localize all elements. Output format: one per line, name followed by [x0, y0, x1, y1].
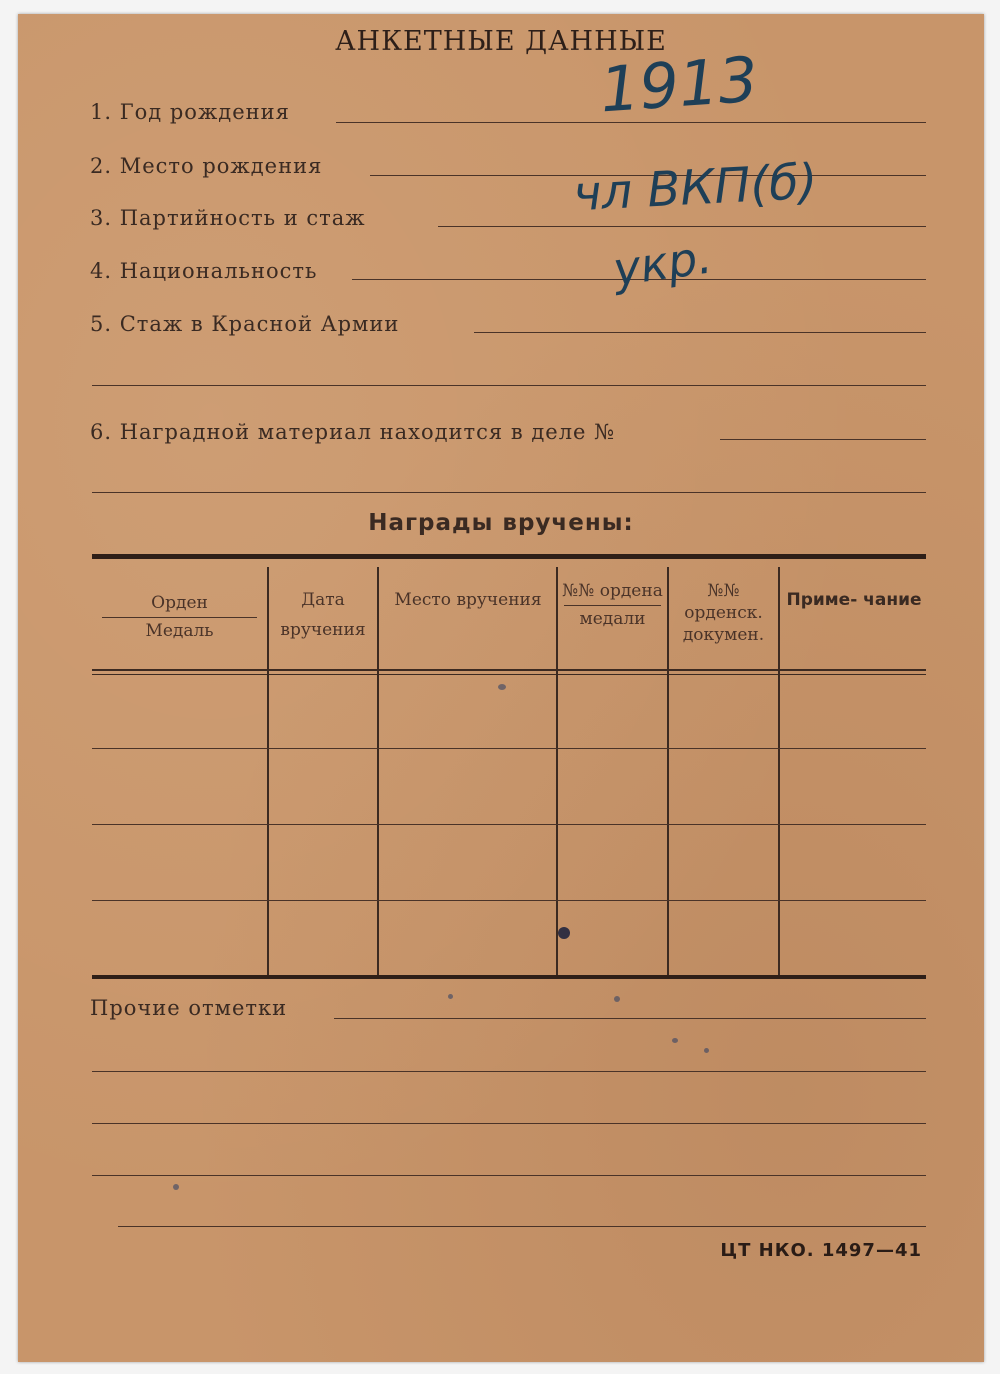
col-header-num-order-top: №№ ордена	[562, 581, 663, 601]
field-case-number-label: 6. Наградной материал находится в деле №	[90, 420, 616, 444]
ink-spot	[173, 1184, 179, 1190]
field-army-service-line-2	[92, 385, 926, 386]
col-header-place: Место вручения	[394, 590, 542, 610]
other-notes-line	[92, 1123, 926, 1124]
ink-spot	[498, 684, 506, 690]
ink-spot	[704, 1048, 709, 1053]
ink-spot	[672, 1038, 678, 1043]
field-nationality-label: 4. Национальность	[90, 259, 318, 283]
col-header-note: Приме- чание	[786, 590, 922, 610]
col-header-order-bottom: Медаль	[102, 617, 257, 645]
col-header-order-top: Орден	[151, 593, 208, 613]
table-header-bottom-2	[92, 674, 926, 675]
field-army-service-label: 5. Стаж в Красной Армии	[90, 312, 400, 336]
table-row-line	[92, 900, 926, 901]
ink-spot	[614, 996, 620, 1002]
other-notes-line	[118, 1226, 926, 1227]
table-row-line	[92, 824, 926, 825]
other-notes-line	[334, 1018, 926, 1019]
table-bottom-border	[92, 975, 926, 979]
table-header-bottom	[92, 669, 926, 671]
ink-spot	[448, 994, 453, 999]
form-code: ЦТ НКО. 1497—41	[720, 1240, 922, 1261]
other-notes-line	[92, 1071, 926, 1072]
field-case-number-line	[720, 439, 926, 440]
field-party-value: чл ВКП(б)	[571, 153, 819, 223]
field-army-service-line	[474, 332, 926, 333]
table-col-divider	[778, 567, 780, 975]
col-header-num-order	[558, 580, 667, 631]
field-birth-year-value: 1913	[597, 42, 761, 127]
field-party-label: 3. Партийность и стаж	[90, 206, 366, 230]
table-col-divider	[377, 567, 379, 975]
col-header-order	[92, 590, 267, 645]
field-birth-year-label: 1. Год рождения	[90, 100, 290, 124]
other-notes-label: Прочие отметки	[90, 996, 288, 1020]
form-title: АНКЕТНЫЕ ДАННЫЕ	[335, 26, 667, 57]
table-row-line	[92, 748, 926, 749]
ink-spot	[558, 927, 570, 939]
awards-title: Награды вручены:	[368, 510, 634, 536]
field-case-number-line-2	[92, 492, 926, 493]
table-top-border	[92, 554, 926, 559]
document-sheet	[18, 14, 984, 1362]
col-header-num-order-bottom: медали	[564, 605, 661, 631]
other-notes-line	[92, 1175, 926, 1176]
field-birthplace-label: 2. Место рождения	[90, 154, 323, 178]
col-header-num-doc: №№ орденск. докумен.	[682, 581, 765, 646]
field-party-line	[438, 226, 926, 227]
field-nationality-value: укр.	[609, 229, 716, 297]
col-header-date: Дата вручения	[280, 590, 366, 640]
